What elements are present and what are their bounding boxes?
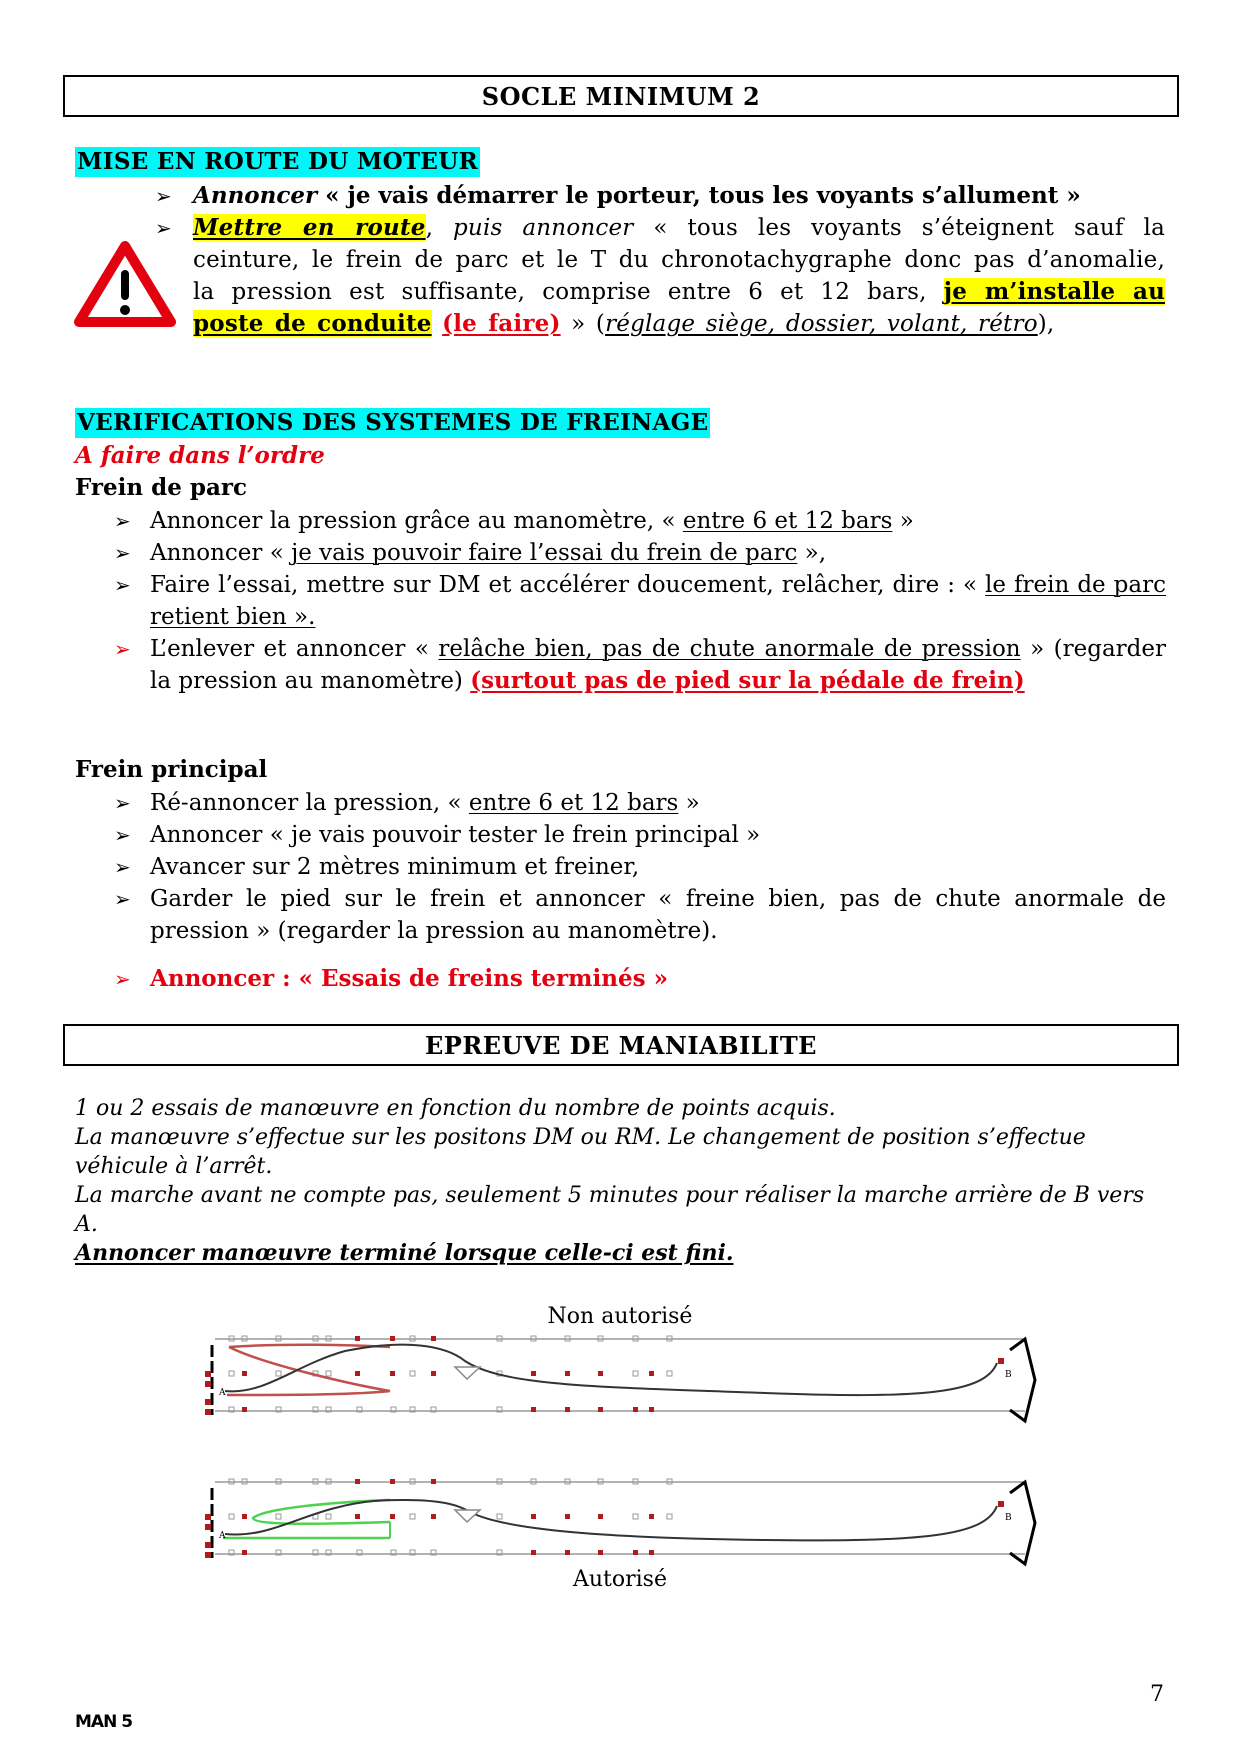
lights-text: « tous les voyants s’éteignent sauf la ceinture, le frein de parc et le T du chronotachygraphe donc pas d’anomalie, la pression est suffisante, comprise entre 6 et 12 bars,	[193, 215, 1165, 305]
item-underlined: le frein de parc retient bien ».	[150, 572, 1166, 630]
item-text: Annoncer la pression grâce au manomètre, «	[150, 508, 683, 534]
arrow-bullet-icon: ➢	[114, 791, 131, 815]
arrow-bullet-icon: ➢	[155, 216, 172, 240]
parking-brake-heading: Frein de parc	[75, 474, 247, 501]
point-b-label: B	[1005, 1513, 1012, 1523]
arrow-bullet-icon: ➢	[114, 887, 131, 911]
item-text: »	[892, 508, 914, 534]
main-brake-heading: Frein principal	[75, 756, 268, 783]
section-title-engine: MISE EN ROUTE DU MOTEUR	[77, 148, 479, 175]
diagram-caption-not-allowed: Non autorisé	[547, 1304, 693, 1329]
list-item	[114, 569, 1166, 633]
announce-quote: « je vais démarrer le porteur, tous les voyants s’allument »	[317, 182, 1081, 209]
arrow-bullet-icon: ➢	[114, 967, 131, 991]
rule-line: La marche avant ne compte pas, seulement 5 minutes pour réaliser la marche arrière de B vers A.	[75, 1183, 1145, 1237]
item-text: Faire l’essai, mettre sur DM et accélérer doucement, relâcher, dire : «	[150, 572, 986, 598]
header-box	[63, 75, 1179, 117]
item-text: Garder le pied sur le frein et annoncer « freine bien, pas de chute anormale de pression » (regarder la pression au manomètre).	[150, 886, 1166, 944]
settings-list: réglage siège, dossier, volant, rétro	[605, 311, 1038, 337]
footer-code: MAN 5	[75, 1712, 133, 1732]
main-brake-list	[114, 787, 1166, 947]
driver-seat-highlight: je m’installe au poste de conduite	[193, 278, 1166, 337]
diagram-caption-allowed: Autorisé	[572, 1567, 667, 1592]
warning-note: (surtout pas de pied sur la pédale de frein)	[470, 667, 1025, 694]
list-item	[114, 787, 1166, 819]
section-title-brakes: VERIFICATIONS DES SYSTEMES DE FREINAGE	[77, 409, 709, 436]
point-b-label: B	[1005, 1370, 1012, 1380]
arrow-bullet-icon: ➢	[114, 855, 131, 879]
arrow-bullet-icon: ➢	[114, 573, 131, 597]
list-item	[114, 633, 1166, 697]
arrow-bullet-icon: ➢	[155, 184, 172, 208]
arrow-bullet-icon: ➢	[114, 637, 131, 661]
item-text: » (regarder la pression au manomètre)	[150, 636, 1166, 694]
point-a-label: A	[219, 1531, 226, 1541]
item-underlined: je vais pouvoir faire l’essai du frein de parc	[291, 540, 798, 566]
list-item	[114, 505, 1166, 537]
maneuver-diagram-allowed	[205, 1478, 1050, 1568]
engine-item-1	[193, 180, 1168, 212]
item-text: »,	[797, 540, 827, 566]
item-text: Ré-annoncer la pression, «	[150, 790, 469, 816]
announce-verb: Annoncer	[193, 182, 318, 209]
item-text: Annoncer «	[150, 540, 292, 566]
order-subtitle: A faire dans l’ordre	[75, 442, 325, 469]
list-item	[114, 819, 1166, 851]
list-item	[114, 963, 1166, 995]
maneuver-emphasis: Annoncer manœuvre terminé lorsque celle-ci est fini.	[75, 1240, 734, 1266]
quote-close: » (	[560, 311, 606, 337]
arrow-bullet-icon: ➢	[114, 509, 131, 533]
start-verb: Mettre en route	[193, 214, 426, 241]
warning-triangle-icon	[74, 240, 176, 328]
page-number: 7	[1150, 1682, 1164, 1707]
brakes-final-item	[114, 963, 1166, 995]
arrow-bullet-icon: ➢	[114, 823, 131, 847]
comma: ,	[425, 215, 434, 241]
arrow-bullet-icon: ➢	[114, 541, 131, 565]
list-item	[114, 851, 1166, 883]
item-text: L’enlever et annoncer «	[150, 636, 439, 662]
item-text: Avancer sur 2 mètres minimum et freiner,	[150, 854, 640, 880]
maneuver-box	[63, 1024, 1179, 1066]
maneuver-diagram-not-allowed	[205, 1335, 1050, 1425]
then-announce: puis annoncer	[433, 215, 634, 241]
item-text: Annoncer « je vais pouvoir tester le frein principal »	[150, 822, 761, 848]
maneuver-title: EPREUVE DE MANIABILITE	[425, 1030, 817, 1060]
end-paren: ),	[1037, 311, 1055, 337]
list-item	[114, 883, 1166, 947]
rule-line: 1 ou 2 essais de manœuvre en fonction du nombre de points acquis.	[75, 1096, 836, 1121]
parking-brake-list	[114, 505, 1166, 697]
list-item	[114, 537, 1166, 569]
item-underlined: entre 6 et 12 bars	[468, 790, 679, 816]
brakes-done-announcement: Annoncer : « Essais de freins terminés »	[150, 965, 668, 992]
engine-item-2	[193, 212, 1165, 340]
rule-line: La manœuvre s’effectue sur les positons DM ou RM. Le changement de position s’effectue véhicule à l’arrêt.	[75, 1125, 1086, 1179]
maneuver-rules	[75, 1094, 1167, 1268]
item-text: »	[678, 790, 700, 816]
page-title: SOCLE MINIMUM 2	[481, 81, 761, 111]
item-underlined: entre 6 et 12 bars	[682, 508, 893, 534]
do-it-note: (le faire)	[442, 310, 561, 337]
item-underlined: relâche bien, pas de chute anormale de pression	[438, 636, 1021, 662]
point-a-label: A	[219, 1388, 226, 1398]
